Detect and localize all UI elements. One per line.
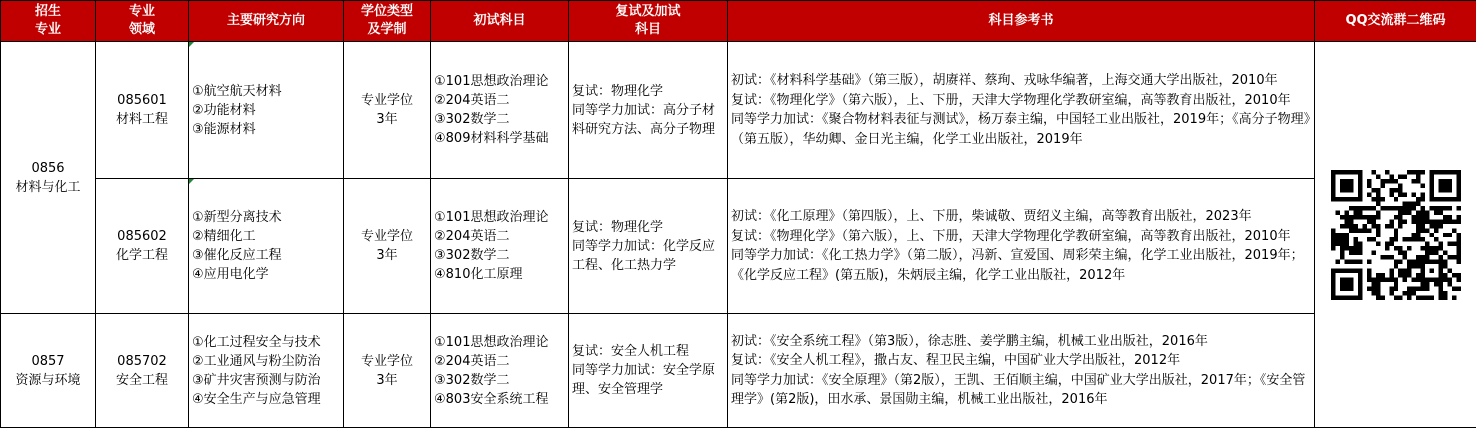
retest-cell: 复试：物理化学 同等学力加试：化学反应工程、化工热力学	[569, 179, 728, 314]
header-major: 招生 专业	[1, 1, 96, 42]
directions-cell: ①航空航天材料 ②功能材料 ③能源材料	[189, 42, 344, 179]
field-cell: 085602 化学工程	[96, 179, 189, 314]
major-cell: 0856 材料与化工	[1, 42, 96, 314]
degree-cell: 专业学位 3年	[344, 179, 431, 314]
exams-cell: ①101思想政治理论 ②204英语二 ③302数学二 ④809材料科学基础	[431, 42, 569, 179]
references-cell: 初试：《化工原理》（第四版），上、下册，柴诚敬、贾绍义主编，高等教育出版社，2023年 复试：《物理化学》（第六版），上、下册，天津大学物理化学教研室编，高等教育出版社，2010年 同等学力加试：《化工热力学》（第二版），冯新、宣爱国、周彩荣主编，化学工业出版社，2019年；《化学反应工程》(第五版)，朱炳辰主编，化学工业出版社，2012年	[728, 179, 1315, 314]
retest-cell: 复试：物理化学 同等学力加试：高分子材料研究方法、高分子物理	[569, 42, 728, 179]
header-references: 科目参考书	[728, 1, 1315, 42]
table-row	[1, 314, 1476, 428]
header-exams: 初试科目	[431, 1, 569, 42]
exams-cell: ①101思想政治理论 ②204英语二 ③302数学二 ④810化工原理	[431, 179, 569, 314]
table-row	[1, 179, 1476, 314]
degree-cell: 专业学位 3年	[344, 42, 431, 179]
qr-code-icon	[1331, 170, 1461, 300]
header-qq-qr: QQ交流群二维码	[1315, 1, 1476, 42]
field-cell: 085702 安全工程	[96, 314, 189, 428]
retest-cell: 复试：安全人机工程 同等学力加试：安全学原理、安全管理学	[569, 314, 728, 428]
major-cell: 0857 资源与环境	[1, 314, 96, 428]
qr-cell	[1315, 42, 1476, 428]
references-cell: 初试：《安全系统工程》（第3版），徐志胜、姜学鹏主编，机械工业出版社，2016年 复试：《安全人机工程》，撒占友、程卫民主编，中国矿业大学出版社，2012年 同等学力加试：《安全原理》（第2版），王凯、王佰顺主编，中国矿业大学出版社，2017年；《安全管理学》(第2版)，田水承、景国勋主编，机械工业出版社，2016年	[728, 314, 1315, 428]
header-directions: 主要研究方向	[189, 1, 344, 42]
header-retest: 复试及加试 科目	[569, 1, 728, 42]
header-row	[1, 1, 1476, 42]
degree-cell: 专业学位 3年	[344, 314, 431, 428]
table-row	[1, 42, 1476, 179]
references-cell: 初试：《材料科学基础》（第三版），胡赓祥、蔡珣、戎咏华编著，上海交通大学出版社，2010年 复试：《物理化学》（第六版），上、下册，天津大学物理化学教研室编，高等教育出版社，2010年 同等学力加试：《聚合物材料表征与测试》，杨万泰主编，中国轻工业出版社，2019年；《高分子物理》（第五版），华幼卿、金日光主编，化学工业出版社，2019年	[728, 42, 1315, 179]
directions-cell: ①新型分离技术 ②精细化工 ③催化反应工程 ④应用电化学	[189, 179, 344, 314]
header-degree: 学位类型 及学制	[344, 1, 431, 42]
exams-cell: ①101思想政治理论 ②204英语二 ③302数学二 ④803安全系统工程	[431, 314, 569, 428]
field-cell: 085601 材料工程	[96, 42, 189, 179]
qr-wrap	[1315, 170, 1476, 300]
header-field: 专业 领域	[96, 1, 189, 42]
directions-cell: ①化工过程安全与技术 ②工业通风与粉尘防治 ③矿井灾害预测与防治 ④安全生产与应急管理	[189, 314, 344, 428]
